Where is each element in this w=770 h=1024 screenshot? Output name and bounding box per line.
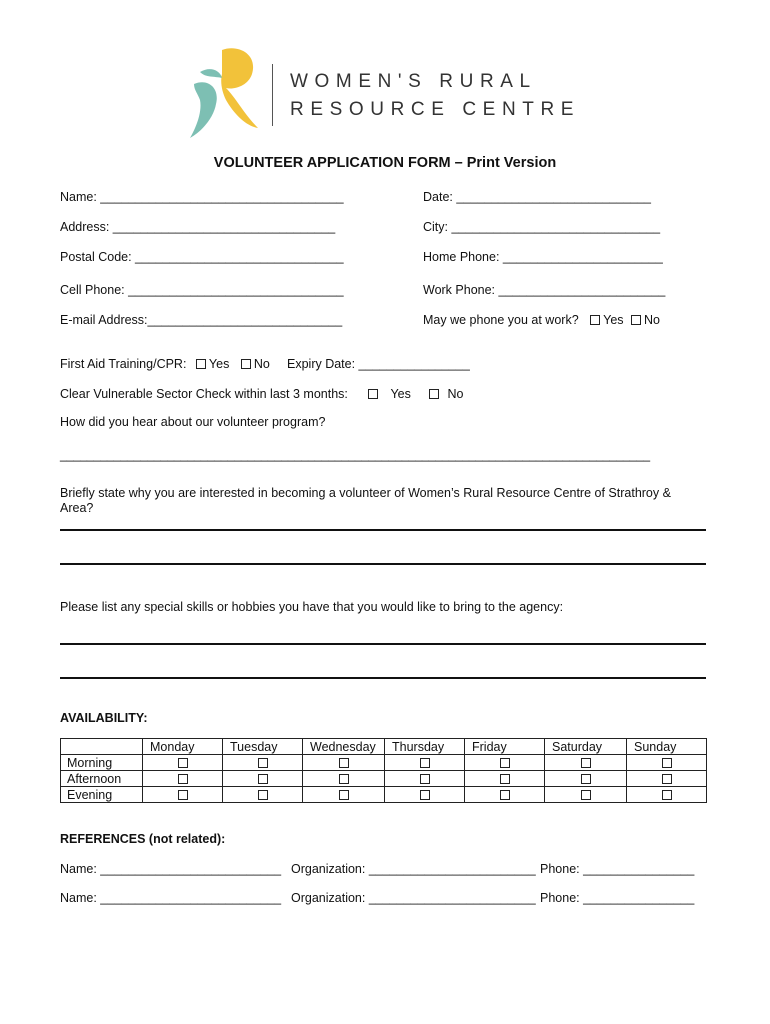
phone-at-work-no-checkbox[interactable] [631,315,641,325]
availability-checkbox[interactable] [662,774,672,784]
phone-at-work-label: May we phone you at work? [423,313,579,327]
availability-table [60,738,707,803]
availability-checkbox[interactable] [581,774,591,784]
logo-mark-icon [186,44,266,140]
availability-checkbox[interactable] [500,758,510,768]
why-volunteer-label-line1: Briefly state why you are interested in becoming a volunteer of Women’s Rural Resource Centre of Strathroy & [60,486,671,500]
vulnerable-no-option [427,387,463,401]
logo-line-2: RESOURCE CENTRE [290,99,581,120]
availability-checkbox[interactable] [339,790,349,800]
skills-answer-line-2[interactable] [60,677,706,679]
reference-1-organization-field[interactable]: Organization: ________________________ [291,862,536,876]
form-title: VOLUNTEER APPLICATION FORM – Print Version [213,155,557,171]
reference-2-organization-field[interactable]: Organization: ________________________ [291,891,536,905]
expiry-date-field[interactable]: Expiry Date: ________________ [287,357,470,371]
work-phone-field[interactable]: Work Phone: ________________________ [423,283,666,297]
hear-about-answer-line[interactable]: ________________________________________________________________________________________ [60,448,650,462]
availability-checkbox[interactable] [178,774,188,784]
availability-checkbox[interactable] [420,790,430,800]
vulnerable-no-checkbox[interactable] [429,389,439,399]
availability-corner-cell [61,739,143,755]
availability-checkbox[interactable] [662,758,672,768]
first-aid-label: First Aid Training/CPR: [60,357,187,371]
address-field[interactable]: Address: ________________________________ [60,220,336,234]
day-header: Thursday [385,739,465,755]
day-header: Sunday [627,739,707,755]
logo [186,44,586,140]
availability-checkbox[interactable] [258,790,268,800]
day-header: Tuesday [223,739,303,755]
availability-checkbox[interactable] [500,774,510,784]
availability-checkbox[interactable] [420,774,430,784]
availability-row-morning [61,755,707,771]
references-heading: REFERENCES (not related): [60,832,226,846]
time-label: Morning [61,755,143,771]
hear-about-label: How did you hear about our volunteer program? [60,415,326,429]
vulnerable-yes-label: Yes [390,387,411,401]
day-header: Wednesday [303,739,385,755]
first-aid-yes-checkbox[interactable] [196,359,206,369]
logo-line-1: WOMEN'S RURAL [290,71,537,92]
email-field[interactable]: E-mail Address:____________________________ [60,313,343,327]
phone-at-work-yes-checkbox[interactable] [590,315,600,325]
postal-code-field[interactable]: Postal Code: ______________________________ [60,250,344,264]
day-header: Friday [465,739,545,755]
time-label: Afternoon [61,771,143,787]
availability-checkbox[interactable] [339,758,349,768]
reference-2-name-field[interactable]: Name: __________________________ [60,891,282,905]
reference-2-phone-field[interactable]: Phone: ________________ [540,891,695,905]
time-label: Evening [61,787,143,803]
first-aid-question [60,357,270,371]
vulnerable-sector-label: Clear Vulnerable Sector Check within last 3 months: [60,387,348,401]
reference-1-name-field[interactable]: Name: __________________________ [60,862,282,876]
skills-answer-line-1[interactable] [60,643,706,645]
availability-checkbox[interactable] [420,758,430,768]
availability-checkbox[interactable] [258,774,268,784]
availability-checkbox[interactable] [178,790,188,800]
availability-row-evening [61,787,707,803]
reference-1-phone-field[interactable]: Phone: ________________ [540,862,695,876]
vulnerable-yes-checkbox[interactable] [368,389,378,399]
availability-checkbox[interactable] [581,758,591,768]
phone-at-work-question [423,313,660,327]
skills-label: Please list any special skills or hobbies you have that you would like to bring to the agency: [60,600,564,614]
logo-divider [272,64,273,126]
phone-at-work-yes-label: Yes [603,313,624,327]
availability-checkbox[interactable] [500,790,510,800]
vulnerable-no-label: No [447,387,464,401]
availability-checkbox[interactable] [178,758,188,768]
why-volunteer-label-line2: Area? [60,501,94,515]
availability-checkbox[interactable] [662,790,672,800]
name-field[interactable]: Name: ___________________________________ [60,190,344,204]
availability-checkbox[interactable] [339,774,349,784]
vulnerable-yes-option [366,387,411,401]
cell-phone-field[interactable]: Cell Phone: _______________________________ [60,283,344,297]
first-aid-no-checkbox[interactable] [241,359,251,369]
first-aid-no-label: No [253,357,270,371]
availability-checkbox[interactable] [258,758,268,768]
first-aid-yes-label: Yes [208,357,230,371]
why-volunteer-answer-line-1[interactable] [60,529,706,531]
date-field[interactable]: Date: ____________________________ [423,190,652,204]
day-header: Monday [143,739,223,755]
availability-header-row [61,739,707,755]
availability-checkbox[interactable] [581,790,591,800]
home-phone-field[interactable]: Home Phone: _______________________ [423,250,663,264]
city-field[interactable]: City: ______________________________ [423,220,661,234]
availability-row-afternoon [61,771,707,787]
day-header: Saturday [545,739,627,755]
why-volunteer-answer-line-2[interactable] [60,563,706,565]
availability-heading: AVAILABILITY: [60,711,148,725]
phone-at-work-no-label: No [644,313,660,327]
